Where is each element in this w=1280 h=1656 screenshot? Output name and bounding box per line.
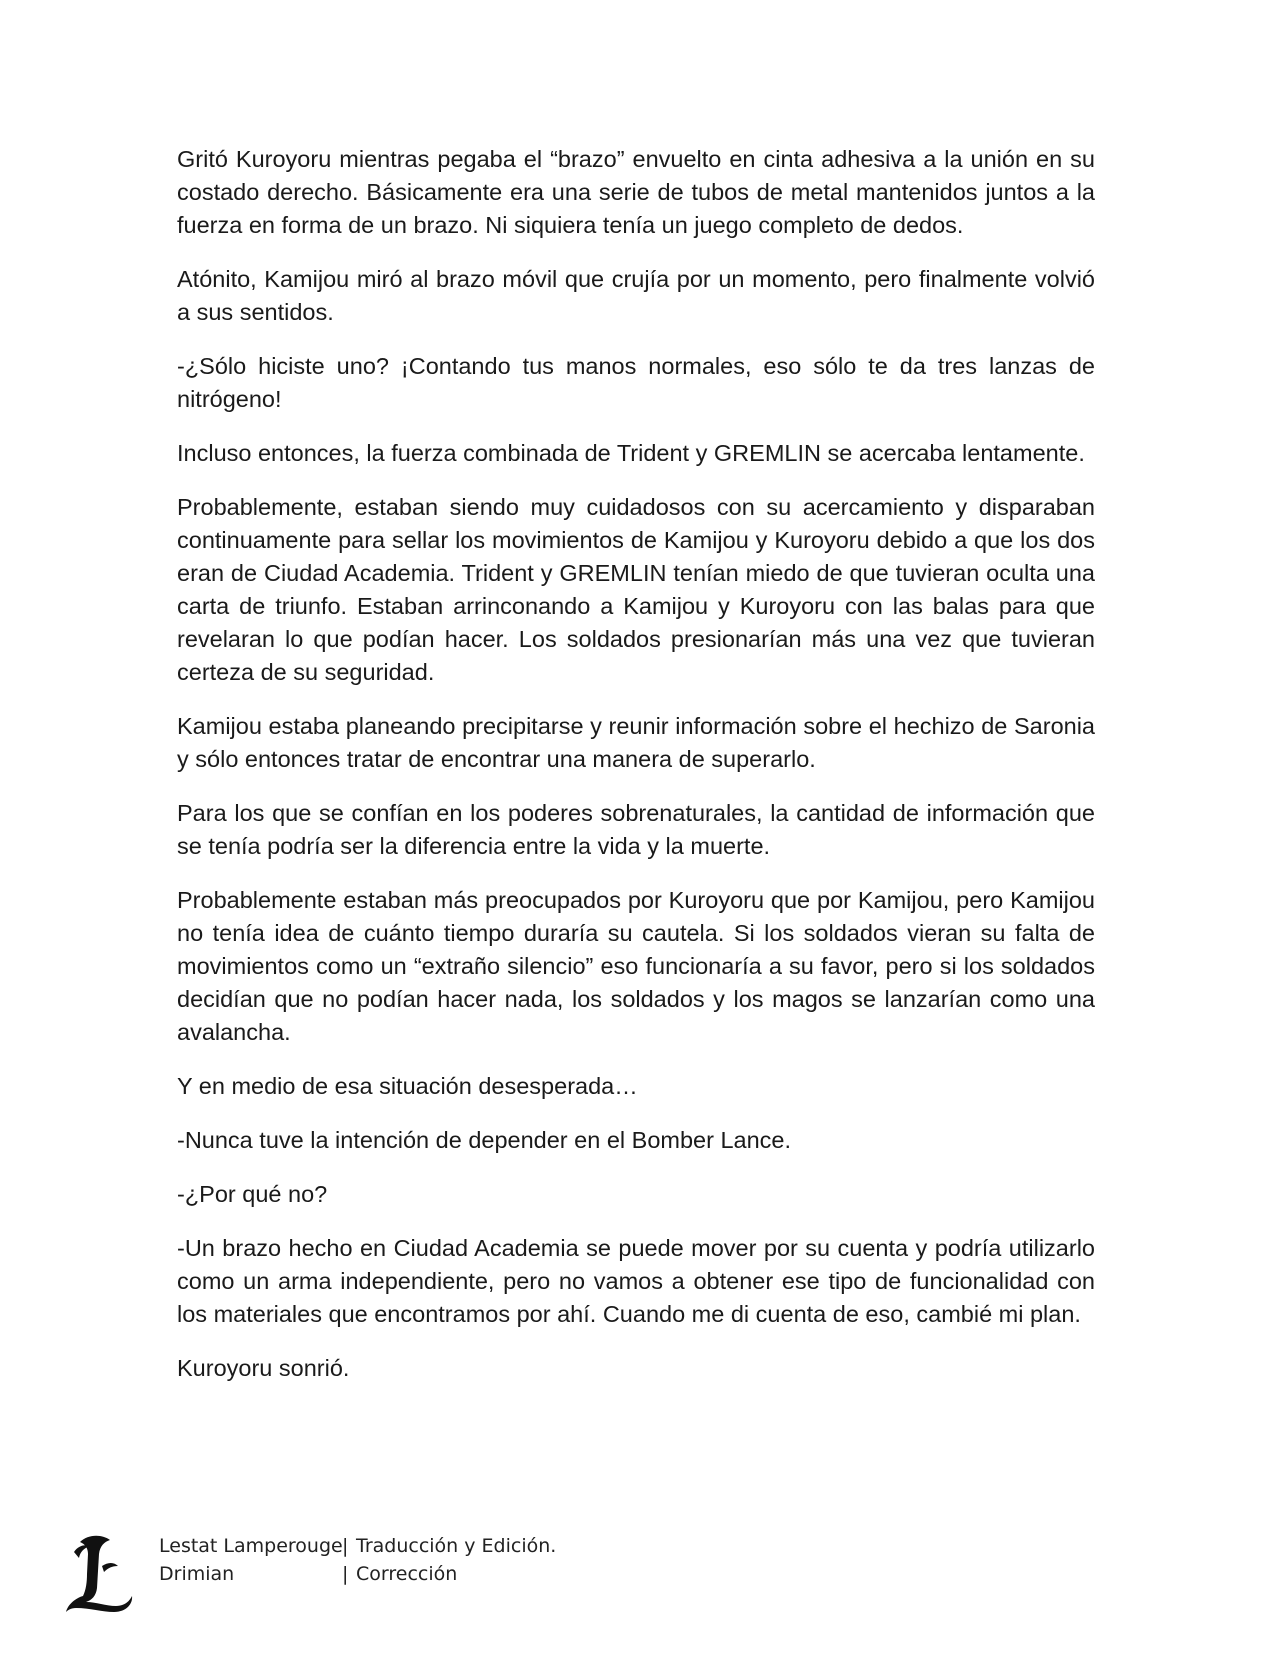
paragraph: Kuroyoru sonrió. bbox=[177, 1355, 350, 1381]
page-footer bbox=[66, 1532, 706, 1622]
credit-role: Traducción y Edición. bbox=[356, 1535, 557, 1557]
credit-role: Corrección bbox=[356, 1563, 458, 1585]
credit-row bbox=[159, 1532, 556, 1560]
paragraph: Y en medio de esa situación desesperada… bbox=[177, 1073, 638, 1099]
credit-name: Drimian bbox=[159, 1563, 235, 1585]
paragraph: Incluso entonces, la fuerza combinada de Trident y GREMLIN se acercaba lentamente. bbox=[177, 440, 1085, 466]
paragraph: -¿Sólo hiciste uno? ¡Contando tus manos normales, eso sólo te da tres lanzas de nitrógeno! bbox=[177, 353, 1095, 412]
credit-name: Lestat Lamperouge bbox=[159, 1535, 343, 1557]
paragraph: Kamijou estaba planeando precipitarse y reunir información sobre el hechizo de Saronia y sólo entonces tratar de encontrar una manera de superarlo. bbox=[177, 713, 1095, 772]
paragraph: -Nunca tuve la intención de depender en el Bomber Lance. bbox=[177, 1127, 792, 1153]
paragraph: -Un brazo hecho en Ciudad Academia se puede mover por su cuenta y podría utilizarlo como un arma independiente, pero no vamos a obtener ese tipo de funcionalidad con los materiales que encontramos por ahí. Cuando me di cuenta de eso, cambié mi plan. bbox=[177, 1235, 1095, 1327]
credits-block bbox=[159, 1532, 556, 1588]
paragraph: Atónito, Kamijou miró al brazo móvil que crujía por un momento, pero finalmente volvió a sus sentidos. bbox=[177, 266, 1095, 325]
paragraph: Probablemente estaban más preocupados por Kuroyoru que por Kamijou, pero Kamijou no tenía idea de cuánto tiempo duraría su cautela. Si los soldados vieran su falta de movimientos como un “extraño silencio” eso funcionaría a su favor, pero si los soldados decidían que no podían hacer nada, los soldados y los magos se lanzarían como una avalancha. bbox=[177, 887, 1095, 1045]
paragraph: Probablemente, estaban siendo muy cuidadosos con su acercamiento y disparaban continuamente para sellar los movimientos de Kamijou y Kuroyoru debido a que los dos eran de Ciudad Academia. Trident y GREMLIN tenían miedo de que tuvieran oculta una carta de triunfo. Estaban arrinconando a Kamijou y Kuroyoru con las balas para que revelaran lo que podían hacer. Los soldados presionarían más una vez que tuvieran certeza de su seguridad. bbox=[177, 494, 1095, 685]
credit-row bbox=[159, 1560, 556, 1588]
credit-separator: | bbox=[342, 1563, 349, 1585]
paragraph: Para los que se confían en los poderes sobrenaturales, la cantidad de información que se tenía podría ser la diferencia entre la vida y la muerte. bbox=[177, 800, 1095, 859]
paragraph: -¿Por qué no? bbox=[177, 1181, 328, 1207]
paragraph: Gritó Kuroyoru mientras pegaba el “brazo” envuelto en cinta adhesiva a la unión en su costado derecho. Básicamente era una serie de tubos de metal mantenidos juntos a la fuerza en forma de un brazo. Ni siquiera tenía un juego completo de dedos. bbox=[177, 146, 1095, 238]
credit-separator: | bbox=[342, 1535, 349, 1557]
gothic-l-logo bbox=[66, 1532, 136, 1612]
page-body bbox=[177, 143, 1095, 1385]
